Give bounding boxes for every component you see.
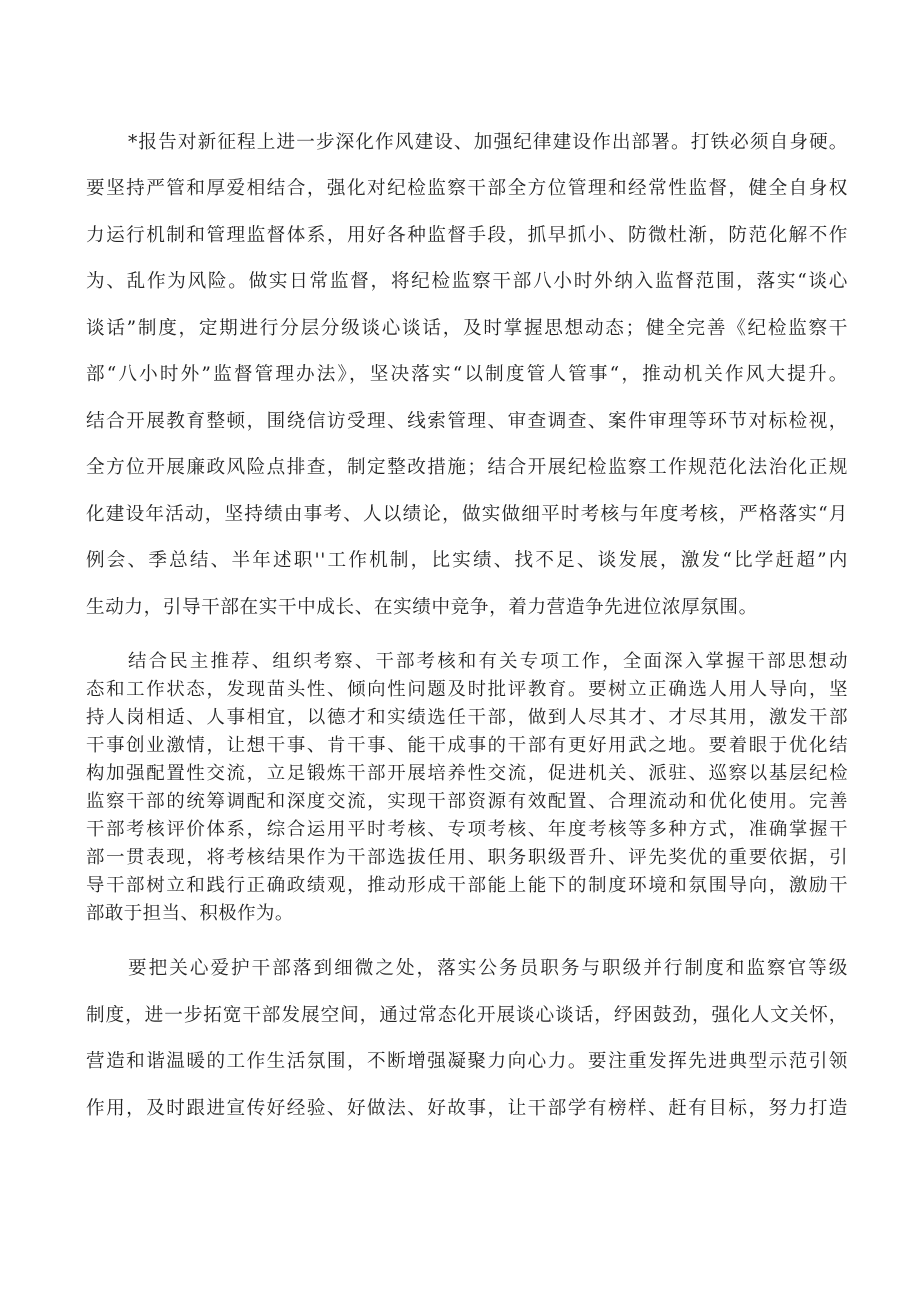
text-line: 力运行机制和管理监督体系，用好各种监督手段，抓早抓小、防微杜渐，防范化解不作 — [86, 225, 848, 246]
text-line: *报告对新征程上进一步深化作风建设、加强纪律建设作出部署。打铁必须自身硬。 — [128, 132, 848, 153]
text-line: 营造和谐温暖的工作生活氛围，不断增强凝聚力向心力。要注重发挥先进典型示范引领 — [86, 1051, 848, 1072]
text-line: 作用，及时跟进宣传好经验、好做法、好故事，让干部学有榜样、赶有目标，努力打造 — [86, 1098, 848, 1119]
text-line: 结合民主推荐、组织考察、干部考核和有关专项工作，全面深入掌握干部思想动 — [128, 651, 848, 672]
text-line: 生动力，引导干部在实干中成长、在实绩中竞争，着力营造争先进位浓厚氛围。 — [86, 597, 758, 618]
text-line: 态和工作状态，发现苗头性、倾向性问题及时批评教育。要树立正确选人用人导向，坚 — [86, 679, 848, 700]
text-line: 要把关心爱护干部落到细微之处，落实公务员职务与职级并行制度和监察官等级 — [128, 958, 848, 979]
text-line: 制度，进一步拓宽干部发展空间，通过常态化开展谈心谈话，纾困鼓劲，强化人文关怀， — [86, 1005, 848, 1026]
text-line: 谈话”制度，定期进行分层分级谈心谈话，及时掌握思想动态；健全完善《纪检监察干 — [86, 318, 848, 339]
text-line: 结合开展教育整顿，围绕信访受理、线索管理、审查调查、案件审理等环节对标检视， — [86, 411, 848, 432]
text-line: 部一贯表现，将考核结果作为干部选拔任用、职务职级晋升、评先奖优的重要依据，引 — [86, 847, 848, 868]
text-line: 要坚持严管和厚爱相结合，强化对纪检监察干部全方位管理和经常性监督，健全自身权 — [86, 178, 848, 199]
text-line: 全方位开展廉政风险点排查，制定整改措施；结合开展纪检监察工作规范化法治化正规 — [86, 457, 848, 478]
text-line: 持人岗相适、人事相宜，以德才和实绩选任干部，做到人尽其才、才尽其用，激发干部 — [86, 707, 848, 728]
text-line: 部敢于担当、积极作为。 — [86, 903, 294, 924]
text-line: 化建设年活动，坚持绩由事考、人以绩论，做实做细平时考核与年度考核，严格落实“月 — [86, 504, 848, 525]
text-line: 干部考核评价体系，综合运用平时考核、专项考核、年度考核等多种方式，准确掌握干 — [86, 819, 848, 840]
text-line: 干事创业激情，让想干事、肯干事、能干成事的干部有更好用武之地。要着眼于优化结 — [86, 735, 848, 756]
text-line: 导干部树立和践行正确政绩观，推动形成干部能上能下的制度环境和氛围导向，激励干 — [86, 875, 848, 896]
text-line: 部“八小时外”监督管理办法》，坚决落实“以制度管人管事“，推动机关作风大提升。 — [86, 364, 848, 385]
text-line: 为、乱作为风险。做实日常监督，将纪检监察干部八小时外纳入监督范围，落实“谈心 — [86, 271, 848, 292]
text-line: 例会、季总结、半年述职''工作机制，比实绩、找不足、谈发展，激发“比学赶超”内 — [86, 550, 848, 571]
text-line: 监察干部的统筹调配和深度交流，实现干部资源有效配置、合理流动和优化使用。完善 — [86, 791, 848, 812]
text-line: 构加强配置性交流，立足锻炼干部开展培养性交流，促进机关、派驻、巡察以基层纪检 — [86, 763, 848, 784]
